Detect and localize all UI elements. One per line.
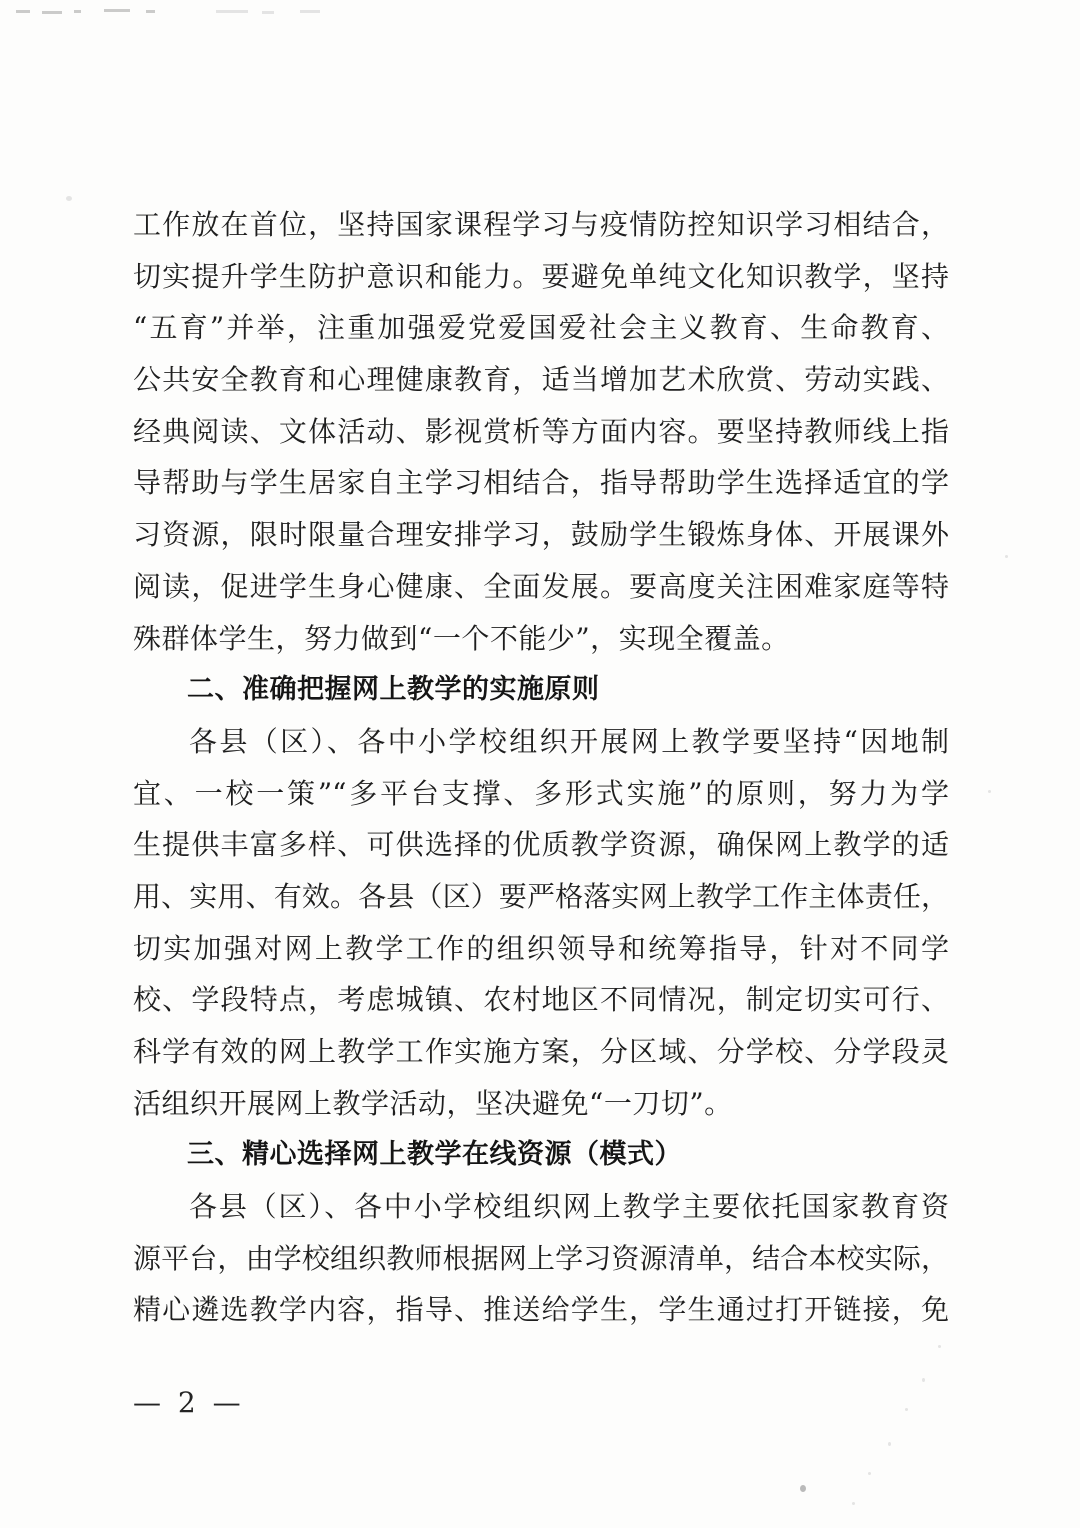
scan-noise <box>922 1378 925 1382</box>
section-heading: 二、准确把握网上教学的实施原则 <box>187 674 600 706</box>
scan-noise <box>146 10 155 13</box>
text-line: 阅读，促进学生身心健康、全面发展。要高度关注困难家庭等特 <box>133 569 949 603</box>
text-line: 源平台，由学校组织教师根据网上学习资源清单，结合本校实际， <box>133 1241 949 1275</box>
text-line: 生提供丰富多样、可供选择的优质教学资源，确保网上教学的适 <box>133 828 949 862</box>
text-line: 用、实用、有效。各县（区）要严格落实网上教学工作主体责任， <box>133 879 949 913</box>
text-line: 切实提升学生防护意识和能力。要避免单纯文化知识教学，坚持 <box>133 259 949 293</box>
text-line: 导帮助与学生居家自主学习相结合，指导帮助学生选择适宜的学 <box>133 466 949 500</box>
scan-noise <box>216 10 248 13</box>
scan-noise <box>1005 555 1008 558</box>
text-line: 校、学段特点，考虑城镇、农村地区不同情况，制定切实可行、 <box>133 983 949 1017</box>
scan-noise <box>74 10 81 13</box>
scan-noise <box>852 1502 855 1505</box>
text-line: 经典阅读、文体活动、影视赏析等方面内容。要坚持教师线上指 <box>133 414 949 448</box>
text-line: “五育”并举，注重加强爱党爱国爱社会主义教育、生命教育、 <box>133 311 949 345</box>
scan-noise <box>300 10 320 13</box>
text-line: 殊群体学生，努力做到“一个不能少”，实现全覆盖。 <box>133 621 790 655</box>
text-line: 各县（区）、各中小学校组织网上教学主要依托国家教育资 <box>189 1190 949 1224</box>
scan-noise <box>800 1485 806 1492</box>
scan-noise <box>988 790 991 793</box>
text-line: 工作放在首位，坚持国家课程学习与疫情防控知识学习相结合， <box>133 208 949 241</box>
scan-noise <box>938 1345 941 1348</box>
document-body <box>133 199 949 1336</box>
scan-noise <box>888 1442 891 1446</box>
scan-noise <box>868 1472 871 1475</box>
text-line: 各县（区）、各中小学校组织开展网上教学要坚持“因地制 <box>189 724 949 758</box>
page-number: — 2 — <box>133 1386 245 1419</box>
scan-noise <box>16 10 30 13</box>
section-heading: 三、精心选择网上教学在线资源（模式） <box>187 1139 682 1171</box>
text-line: 习资源，限时限量合理安排学习，鼓励学生锻炼身体、开展课外 <box>133 518 949 552</box>
text-line: 活组织开展网上教学活动，坚决避免“一刀切”。 <box>133 1086 733 1120</box>
scan-noise <box>905 1408 908 1411</box>
scan-noise <box>104 9 130 12</box>
text-line: 宜、一校一策”“多平台支撑、多形式实施”的原则，努力为学 <box>133 776 949 810</box>
text-line: 科学有效的网上教学工作实施方案，分区域、分学校、分学段灵 <box>133 1035 949 1068</box>
scan-noise <box>66 196 72 201</box>
text-line: 切实加强对网上教学工作的组织领导和统筹指导，针对不同学 <box>133 931 949 965</box>
scan-noise <box>262 11 274 14</box>
text-line: 公共安全教育和心理健康教育，适当增加艺术欣赏、劳动实践、 <box>133 363 949 397</box>
scan-noise <box>42 11 62 14</box>
text-line: 精心遴选教学内容，指导、推送给学生，学生通过打开链接，免 <box>133 1293 949 1327</box>
